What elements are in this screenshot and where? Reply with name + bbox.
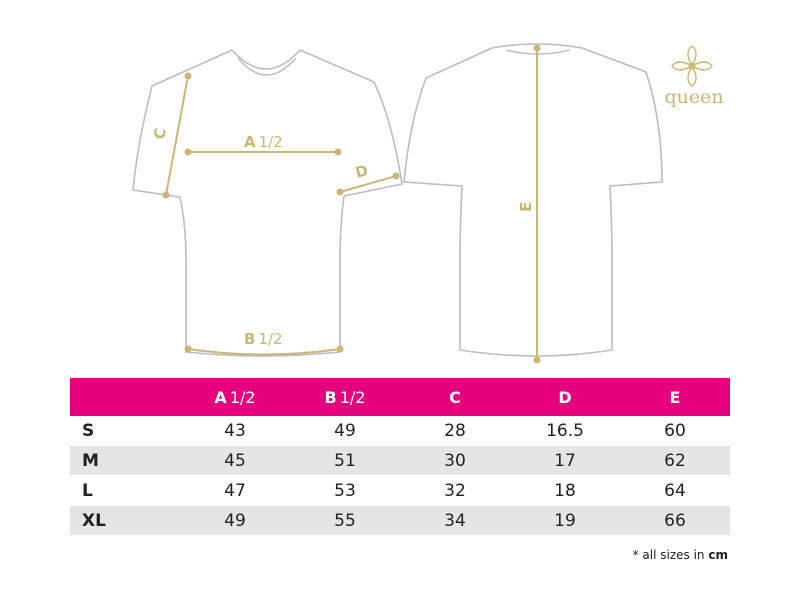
header-letter: A [214, 387, 227, 407]
table-row [70, 446, 730, 476]
table-cell: 49 [290, 416, 400, 446]
table-cell: 53 [290, 476, 400, 506]
back-shirt-outline [404, 44, 662, 356]
header-letter: B [324, 387, 337, 407]
table-cell: 55 [290, 506, 400, 536]
table-cell: 30 [400, 446, 510, 476]
header-fraction: 1/2 [229, 387, 256, 407]
size-label: L [70, 476, 180, 506]
table-cell: 34 [400, 506, 510, 536]
clover-icon [672, 46, 712, 86]
back-shirt [404, 44, 662, 356]
table-cell: 47 [180, 476, 290, 506]
table-cell: 64 [620, 476, 730, 506]
header-size-column [70, 378, 180, 416]
header-letter: D [558, 387, 572, 407]
table-cell: 16.5 [510, 416, 620, 446]
table-row [70, 416, 730, 446]
header-column-a [180, 378, 290, 416]
table-row [70, 506, 730, 536]
measure-e-label: E [517, 201, 535, 212]
measure-c-label: C [150, 126, 170, 141]
brand-logo [664, 46, 723, 108]
size-label: S [70, 416, 180, 446]
table-cell: 60 [620, 416, 730, 446]
front-shirt [133, 50, 402, 356]
measure-d-label: D [353, 161, 371, 182]
measure-b-label: B 1/2 [244, 330, 283, 348]
table-cell: 51 [290, 446, 400, 476]
header-letter: C [449, 387, 461, 407]
table-cell: 32 [400, 476, 510, 506]
size-label: M [70, 446, 180, 476]
header-column-b [290, 378, 400, 416]
size-label: XL [70, 506, 180, 536]
table-cell: 28 [400, 416, 510, 446]
table-row [70, 476, 730, 506]
table-cell: 43 [180, 416, 290, 446]
header-column-d [510, 378, 620, 416]
measure-a-label: A 1/2 [244, 133, 283, 151]
table-cell: 49 [180, 506, 290, 536]
table-cell: 62 [620, 446, 730, 476]
table-cell: 18 [510, 476, 620, 506]
size-chart-table [70, 378, 730, 536]
header-fraction: 1/2 [339, 387, 366, 407]
footnote [633, 548, 728, 562]
table-cell: 17 [510, 446, 620, 476]
header-column-e [620, 378, 730, 416]
footnote-unit: cm [708, 548, 728, 562]
brand-name: queen [664, 86, 724, 108]
table-cell: 66 [620, 506, 730, 536]
table-cell: 45 [180, 446, 290, 476]
footnote-text: * all sizes in [632, 548, 705, 562]
table-header-row [70, 378, 730, 416]
table-body [70, 416, 730, 536]
header-column-c [400, 378, 510, 416]
header-letter: E [669, 387, 681, 407]
table-cell: 19 [510, 506, 620, 536]
front-shirt-outline [133, 50, 402, 356]
